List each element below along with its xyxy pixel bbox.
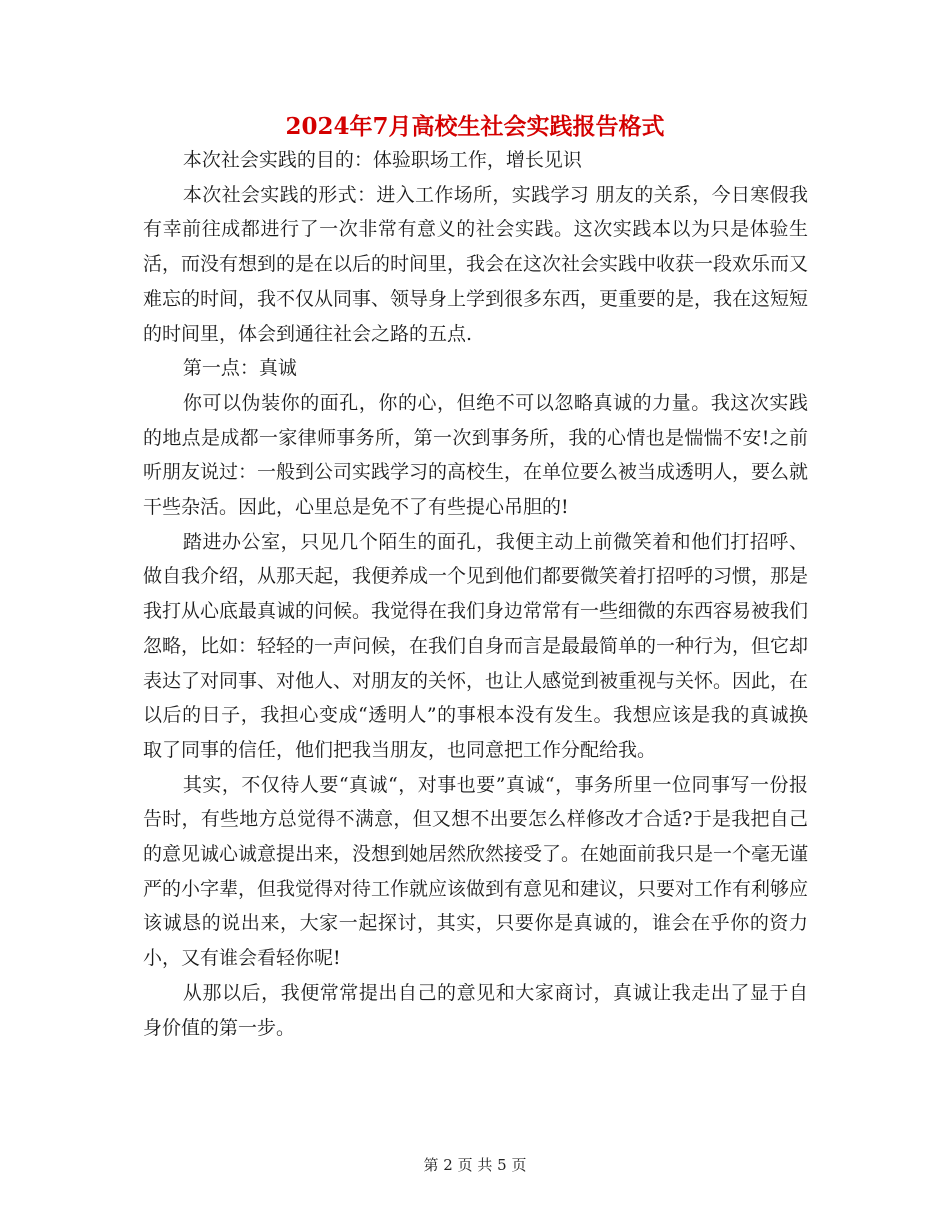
paragraph-sincerity-intro: 你可以伪装你的面孔，你的心，但绝不可以忽略真诚的力量。我这次实践的地点是成都一家律师事务所，第一次到事务所，我的心情也是惴惴不安!之前听朋友说过：一般到公司实践学习的高校生，在单位要么被当成透明人，要么就干些杂活。因此，心里总是免不了有些提心吊胆的! (143, 391, 809, 519)
document-title: 2024年7月高校生社会实践报告格式 (285, 113, 665, 140)
document-body (143, 143, 808, 1045)
paragraph-office-greeting: 踏进办公室，只见几个陌生的面孔，我便主动上前微笑着和他们打招呼、做自我介绍，从那天起，我便养成一个见到他们都要微笑着打招呼的习惯，那是我打从心底最真诚的问候。我觉得在我们身边常常有一些细微的东西容易被我们忽略，比如：轻轻的一声问候，在我们自身而言是最最简单的一种行为，但它却表达了对同事、对他人、对朋友的关怀，也让人感觉到被重视与关怀。因此，在以后的日子，我担心变成“透明人”的事根本没有发生。我想应该是我的真诚换取了同事的信任，他们把我当朋友，也同意把工作分配给我。 (143, 530, 809, 761)
paragraph-first-step: 从那以后，我便常常提出自己的意见和大家商讨，真诚让我走出了显于自身价值的第一步。 (143, 981, 808, 1039)
paragraph-form: 本次社会实践的形式：进入工作场所，实践学习 朋友的关系，今日寒假我有幸前往成都进行了一次非常有意义的社会实践。这次实践本以为只是体验生活，而没有想到的是在以后的时间里，我会在这次社会实践中收获一段欢乐而又难忘的时间，我不仅从同事、领导身上学到很多东西，更重要的是，我在这短短的时间里，体会到通往社会之路的五点. (143, 183, 809, 345)
paragraph-sincere-work: 其实，不仅待人要“真诚“，对事也要”真诚“，事务所里一位同事写一份报告时，有些地方总觉得不满意，但又想不出要怎么样修改才合适?于是我把自己的意见诚心诚意提出来，没想到她居然欣然接受了。在她面前我只是一个毫无谨严的小字辈，但我觉得对待工作就应该做到有意见和建议，只要对工作有利够应该诚恳的说出来，大家一起探讨，其实，只要你是真诚的，谁会在乎你的资力小，又有谁会看轻你呢! (143, 773, 809, 970)
section-heading-sincerity: 第一点：真诚 (182, 357, 297, 380)
paragraph-purpose: 本次社会实践的目的：体验职场工作，增长见识 (182, 149, 582, 171)
page-number-footer: 第 2 页 共 5 页 (423, 1156, 527, 1174)
